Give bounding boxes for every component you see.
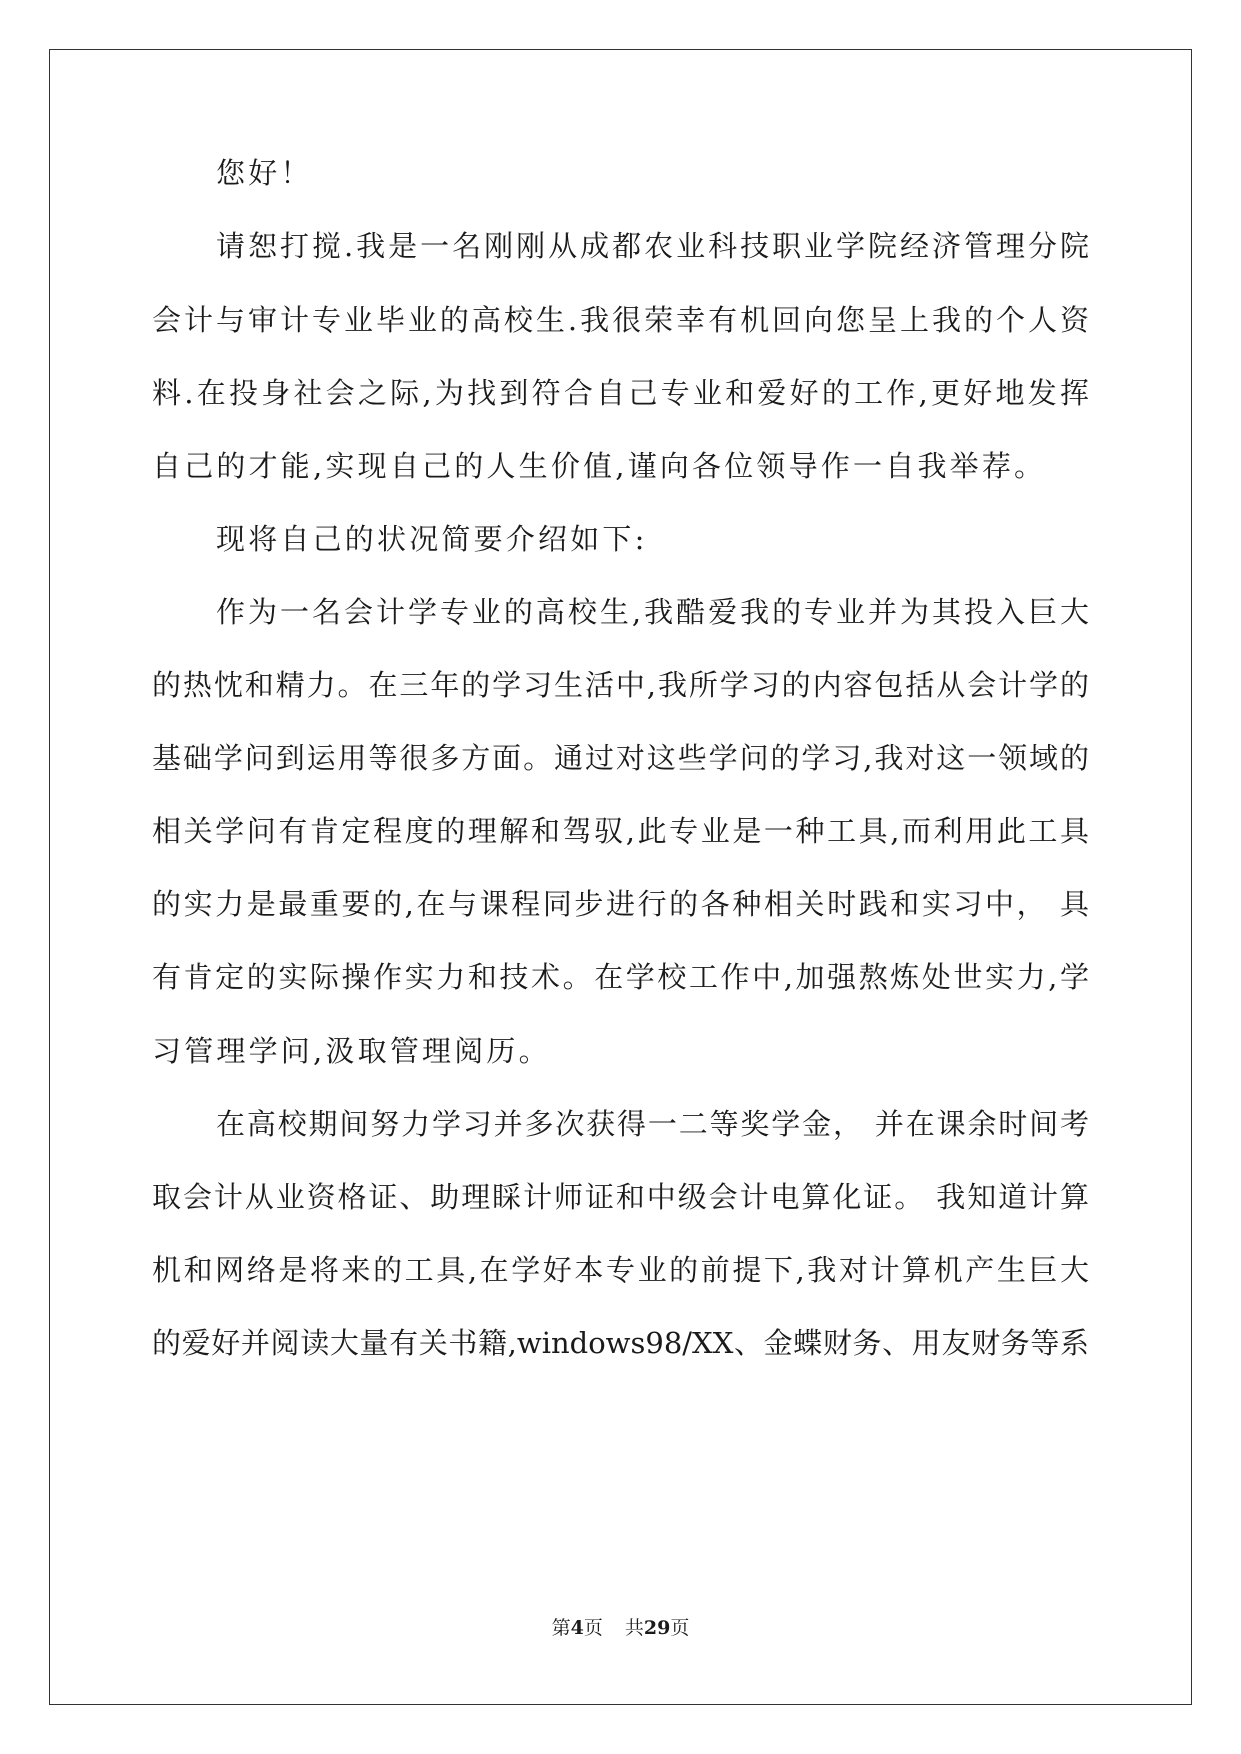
- total-prefix: 共: [624, 1617, 644, 1639]
- page-border: [49, 49, 1192, 1705]
- text-line: 基础学问到运用等很多方面。通过对这些学问的学习,我对这一领域的: [152, 741, 1089, 775]
- text-line: 相关学问有肯定程度的理解和驾驭,此专业是一种工具,而利用此工具: [152, 814, 1089, 848]
- page-prefix: 第: [551, 1617, 571, 1639]
- text-line: 作为一名会计学专业的高校生,我酷爱我的专业并为其投入巨大: [216, 595, 1089, 629]
- current-page-number: 4: [570, 1617, 584, 1639]
- text-line: 习管理学问,汲取管理阅历。: [152, 1034, 551, 1068]
- page-suffix: 页: [583, 1617, 603, 1639]
- text-line: 会计与审计专业毕业的高校生.我很荣幸有机回向您呈上我的个人资: [152, 303, 1089, 337]
- greeting-line: 您好！: [216, 156, 313, 190]
- text-line: 料.在投身社会之际,为找到符合自己专业和爱好的工作,更好地发挥: [152, 376, 1089, 410]
- total-suffix: 页: [670, 1617, 690, 1639]
- text-line: 的爱好并阅读大量有关书籍,windows98/XX、金蝶财务、用友财务等系: [152, 1326, 1089, 1360]
- text-line: 的实力是最重要的,在与课程同步进行的各种相关时践和实习中， 具: [152, 887, 1089, 921]
- total-page-number: 29: [643, 1617, 671, 1639]
- text-line: 的热忱和精力。在三年的学习生活中,我所学习的内容包括从会计学的: [152, 668, 1089, 702]
- text-line: 有肯定的实际操作实力和技术。在学校工作中,加强熬炼处世实力,学: [152, 960, 1089, 994]
- text-line: 取会计从业资格证、助理睬计师证和中级会计电算化证。 我知道计算: [152, 1180, 1089, 1214]
- text-line: 在高校期间努力学习并多次获得一二等奖学金， 并在课余时间考: [216, 1107, 1089, 1141]
- text-line: 现将自己的状况简要介绍如下:: [216, 522, 648, 556]
- text-line: 自己的才能,实现自己的人生价值,谨向各位领导作一自我举荐。: [152, 449, 1047, 483]
- page-footer: [0, 1616, 1241, 1640]
- text-line: 请恕打搅.我是一名刚刚从成都农业科技职业学院经济管理分院: [216, 229, 1089, 263]
- text-line: 机和网络是将来的工具,在学好本专业的前提下,我对计算机产生巨大: [152, 1253, 1089, 1287]
